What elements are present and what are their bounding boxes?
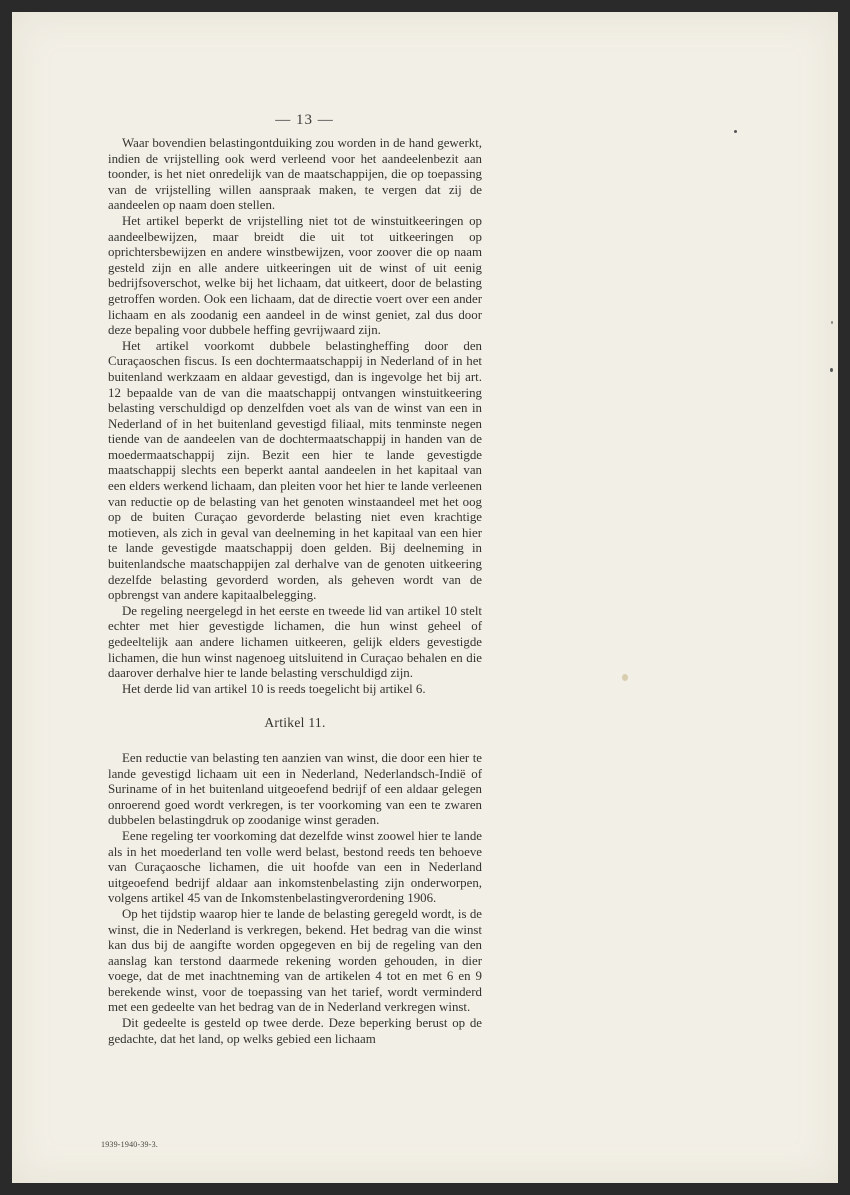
paper-speck — [734, 130, 737, 133]
paragraph: Het artikel beperkt de vrijstelling niet tot de winstuitkeeringen op aandeelbewijzen, maar breidt die uit tot uitkeeringen op oprichtersbewijzen en andere winstbewijzen, voor zoover die op naam gesteld zijn en alle andere uitkeeringen uit de winst of uit eenig bedrijfsoverschot, welke bij het lichaam, dat uitkeert, door de belasting getroffen worden. Ook een lichaam, dat de directie voert over een ander lichaam en als zoodanig een aandeel in de winst geniet, zal dus door deze bepaling voor dubbele heffing gevrijwaard zijn. — [108, 213, 482, 338]
paper-speck — [830, 368, 833, 372]
paragraph: De regeling neergelegd in het eerste en tweede lid van artikel 10 stelt echter met hier gevestigde lichamen, die hun winst geheel of gedeeltelijk aan andere lichamen uitkeeren, gelijk elders gevestigde lichamen, die hun winst nagenoeg uitsluitend in Curaçao behalen en die daarover derhalve hier te lande belasting verschuldigd zijn. — [108, 603, 482, 681]
article-heading: Artikel 11. — [264, 715, 326, 731]
paper-speck — [622, 674, 628, 681]
paper-speck — [831, 321, 833, 324]
document-page — [12, 12, 838, 1183]
paragraph: Waar bovendien belastingontduiking zou worden in de hand gewerkt, indien de vrijstelling ook werd verleend voor het aandeelenbezit aan toonder, is het niet onredelijk van de maatschappijen, die op toepassing van de vrijstelling willen aanspraak maken, te vergen dat zij de aandeelen op naam doen stellen. — [108, 136, 482, 213]
body-text — [108, 136, 482, 1047]
paragraph: Dit gedeelte is gesteld op twee derde. Deze beperking berust op de gedachte, dat het land, op welks gebied een lichaam — [108, 1016, 482, 1046]
paragraph: Op het tijdstip waarop hier te lande de belasting geregeld wordt, is de winst, die in Nederland is verkregen, bekend. Het bedrag van die winst kan dus bij de aangifte worden opgegeven en bij de regeling van den aanslag kan terstond daarmede rekening worden gehouden, in dier voege, dat de met inachtneming van de artikelen 4 tot en met 6 en 9 berekende winst, voor de toepassing van het tarief, wordt verminderd met een gedeelte van het bedrag van de in Nederland verkregen winst. — [108, 906, 482, 1015]
print-code: 1939-1940-39-3. — [101, 1140, 158, 1149]
paragraph: Het artikel voorkomt dubbele belastingheffing door den Curaçaoschen fiscus. Is een dochtermaatschappij in Nederland of in het buitenland werkzaam en aldaar gevestigd, dan is ingevolge het bij art. 12 bepaalde van de van die maatschappij ontvangen winstuitkeering belasting verschuldigd op denzelfden voet als van de winst van een in Nederland of in het buitenland gevestigd filiaal, mits tenminste negen tiende van de aandeelen van de dochtermaatschappij in handen van de moedermaatschappij zijn. Bezit een hier te lande gevestigde maatschappij slechts een beperkt aantal aandeelen in het kapitaal van een elders werkend lichaam, dan pleiten voor het hier te lande verleenen van reductie op de belasting van het genoten winstaandeel met het oog op de buiten Curaçao gevorderde belasting niet even krachtige motieven, als zich in geval van deelneming in het kapitaal van een hier te lande gevestigde maatschappij doen gelden. Bij deelneming in buitenlandsche maatschappijen zal derhalve van de genoten uitkeering dezelfde belasting gevorderd worden, als geheven wordt van de opbrengst van andere kapitaalbelegging. — [108, 338, 482, 603]
paragraph: Eene regeling ter voorkoming dat dezelfde winst zoowel hier te lande als in het moederland ten volle werd belast, bestond reeds ten behoeve van Curaçaosche lichamen, die uit hoofde van een in Nederland uitgeoefend bedrijf aldaar aan inkomstenbelasting zijn onderworpen, volgens artikel 45 van de Inkomstenbelastingverordening 1906. — [108, 828, 482, 906]
paragraph: Het derde lid van artikel 10 is reeds toegelicht bij artikel 6. — [122, 681, 426, 696]
paragraph: Een reductie van belasting ten aanzien van winst, die door een hier te lande gevestigd lichaam uit een in Nederland, Nederlandsch-Indië of Suriname of in het buitenland uitgeoefend bedrijf of een aldaar gelegen onroerend goed wordt verkregen, is ter voorkoming van een te zwaren dubbelen belastingdruk op zoodanige winst geraden. — [108, 750, 482, 828]
page-number: — 13 — — [275, 112, 334, 128]
